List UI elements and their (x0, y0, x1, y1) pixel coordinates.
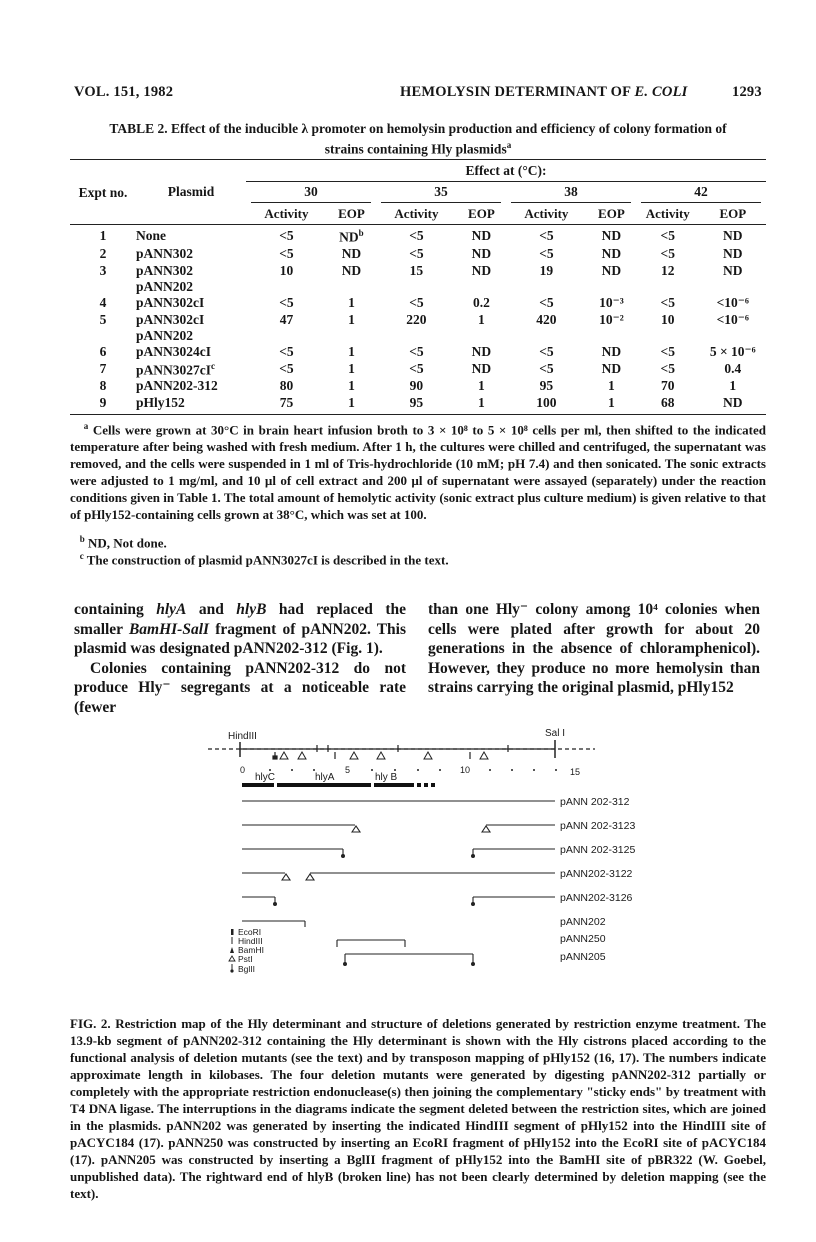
footnote-b-mark: b (358, 228, 364, 238)
psti-site (350, 752, 358, 759)
cell-eop: 1 (348, 378, 355, 393)
cell-eop: ND (700, 395, 766, 415)
table-body (70, 225, 766, 415)
cell-activity: <5 (279, 360, 294, 376)
cell-eop: ND (601, 360, 622, 376)
table-row (70, 361, 766, 379)
psti-site (424, 752, 432, 759)
gene-bar-hlya (277, 783, 371, 787)
cell-eop: 1 (478, 311, 485, 327)
sali-site-label: Sal I (545, 728, 566, 739)
cell-activity: <5 (409, 294, 424, 310)
cell-activity: 10 (661, 311, 675, 327)
cell-activity: <5 (279, 245, 294, 261)
running-header-title (400, 84, 687, 101)
cell-eop: 0.4 (724, 360, 742, 376)
figure-2-caption: FIG. 2. Restriction map of the Hly determinant and structure of deletions generated by restriction enzyme treatment. The 13.9-kb segment of pANN202-312 containing the Hly determinant is shown with the Hly cistrons placed according to the functional analysis of deletion mutants (see the text) and by transposon mapping of pHly152 (16, 17). The numbers indicate approximate length in kilobases. The four deletion mutants were generated by digesting pANN202-312 partially or completely with the appropriate restriction endonuclease(s) then joining the complementary "sticky ends" by treatment with T4 DNA ligase. The interruptions in the diagrams indicate the segment deleted between the restriction sites, which are joined in the plasmids. pANN202 was generated by inserting the indicated HindIII segment of pHly152 into the HindIII site of pACYC184 (17). pANN250 was constructed by inserting an EcoRI fragment of pHly152 into the EcoRI site of pACYC184 (17). pANN205 was constructed by inserting a BglII fragment of pHly152 into the BamHI site of pBR322 (W. Goebel, unpublished data). The rightward end of hlyB (broken line) has not been clearly determined by deletion mapping (see the text). (70, 1016, 766, 1201)
header-expt-no: Expt no. (78, 184, 128, 200)
cell-activity: <5 (279, 228, 294, 243)
construct-label: pANN250 (560, 933, 606, 945)
bamhi-site-head (471, 854, 475, 858)
table-2 (70, 159, 766, 415)
cell-activity: 10 (279, 262, 294, 278)
cell-expt-no: 9 (70, 395, 136, 415)
cell-activity: <5 (409, 343, 424, 359)
body-column-right (428, 600, 760, 698)
table-caption-footnote-mark: a (506, 140, 512, 150)
cell-eop: ND (471, 228, 492, 243)
running-title-species: E. COLI (634, 84, 688, 100)
cell-plasmid-name-2: pANN202 (136, 327, 194, 343)
cell-activity: <5 (539, 245, 554, 261)
bglii-legend-icon-head (230, 969, 233, 972)
gene-label-hlya: hlyA (315, 772, 335, 783)
header-temp-42: 42 (636, 182, 766, 205)
cell-activity: <5 (660, 228, 675, 243)
cell-eop: 1 (348, 294, 355, 310)
cell-eop: <10⁻⁶ (716, 311, 749, 327)
cell-activity: 47 (279, 311, 294, 327)
cell-eop: ND (723, 245, 743, 261)
cell-expt-no: 1 (99, 228, 107, 243)
cell-expt-no: 8 (99, 378, 107, 393)
gene-label-hlyb: hly B (375, 772, 398, 783)
cell-activity: 12 (661, 262, 675, 278)
cell-plasmid (136, 395, 246, 415)
cell-activity: 19 (539, 262, 554, 278)
table-footnote-c (70, 548, 766, 568)
footnote-c-text: The construction of plasmid pANN3027cI is described in the text. (86, 552, 449, 568)
cell-eop: 1 (587, 395, 636, 415)
construct-label: pANN 202-3125 (560, 844, 636, 856)
cell-eop: ND (723, 262, 743, 278)
table-caption-line1: TABLE 2. Effect of the inducible λ promoter on hemolysin production and efficiency of colony formation of (109, 121, 727, 136)
scale-dots (269, 769, 557, 771)
cell-eop: 1 (729, 378, 737, 393)
cell-expt-no: 5 (99, 311, 107, 327)
cell-expt-no: 4 (99, 294, 107, 310)
cell-expt-no: 2 (99, 245, 107, 261)
cell-expt-no: 7 (99, 360, 107, 376)
cell-activity: <5 (279, 343, 294, 359)
header-plasmid: Plasmid (167, 184, 215, 199)
bamhi-site-head (341, 854, 345, 858)
psti-legend-icon (229, 956, 235, 961)
cell-eop: 10⁻² (599, 311, 624, 327)
footnote-a-text: Cells were grown at 30°C in brain heart infusion broth to 3 × 10⁸ to 5 × 10⁸ cells per ml, then shifted to the indicated temperature after being washed with fresh medium. After 1 h, the cultures were chilled and centrifuged, the supernatant was removed, and the cells were suspended in 1 ml of Tris-hydrochloride (10 mM; pH 7.4) and then sonicated. The sonic extracts were adjusted to 1 mg/ml, and 10 µl of cell extract and 200 µl of supernatant were assayed (separately) under the reaction conditions given in Table 1. The total amount of hemolytic activity (sonic extract plus culture medium) is given relative to that of pHly152-containing cells grown at 38°C, which was set at 100. (70, 422, 766, 523)
psti-site (306, 874, 314, 880)
gene-label-hlyc: hlyC (255, 772, 276, 783)
cell-activity: 68 (636, 395, 700, 415)
bamhi-site-head (471, 902, 475, 906)
scale-label: 15 (570, 767, 581, 777)
cell-plasmid (136, 312, 246, 344)
sub-activity: Activity (394, 206, 439, 221)
table-row (70, 378, 766, 395)
cell-activity: <5 (660, 360, 675, 376)
cell-eop: 1 (327, 395, 376, 415)
cell-plasmid (136, 361, 246, 379)
construct-label: pANN202-3122 (560, 868, 633, 880)
psti-site (482, 826, 490, 832)
psti-site (377, 752, 385, 759)
cell-eop: 1 (608, 378, 615, 393)
running-title-text: HEMOLYSIN DETERMINANT OF (400, 84, 631, 100)
cell-activity: <5 (660, 294, 675, 310)
legend-psti: PstI (238, 954, 253, 964)
cell-plasmid (136, 225, 246, 246)
legend-hindiii: HindIII (238, 936, 263, 946)
cell-activity: <5 (660, 245, 675, 261)
cell-expt-no: 6 (99, 343, 107, 359)
footnote-b-text: ND, Not done. (88, 535, 167, 551)
cell-activity: <5 (539, 294, 554, 310)
sub-activity: Activity (264, 206, 309, 221)
psti-site (480, 752, 488, 759)
cell-eop: 1 (348, 360, 355, 376)
cell-plasmid-name: pANN3024cI (136, 343, 212, 359)
cell-eop: 1 (478, 378, 485, 393)
cell-plasmid-name: pANN202-312 (136, 378, 218, 393)
table-row (70, 295, 766, 312)
legend-bglii: BglII (238, 964, 256, 974)
restriction-legend (229, 927, 264, 974)
body-paragraph: containing hlyA and hlyB had replaced the smaller BamHI-SalI fragment of pANN202. This plasmid was designated pANN202-312 (Fig. 1). (74, 601, 406, 657)
cell-eop: 0.2 (472, 294, 490, 310)
table-caption (70, 120, 766, 158)
cell-eop: ND (341, 262, 362, 278)
legend-bamhi: BamHI (238, 945, 264, 955)
construct-label: pANN 202-3123 (560, 820, 636, 832)
body-paragraph: Colonies containing pANN202-312 do not produce Hly⁻ segregants at a noticeable rate (fewer (74, 659, 406, 716)
sub-eop: EOP (598, 206, 625, 221)
cell-eop: ND (471, 360, 492, 376)
cell-plasmid-name: pANN302cI (136, 311, 205, 327)
cell-eop: ND (471, 245, 492, 261)
gene-bar-hlyb (374, 783, 414, 787)
cell-plasmid (136, 246, 246, 263)
cell-eop: ND (601, 245, 622, 261)
cell-eop: ND (471, 343, 492, 359)
psti-site (280, 752, 288, 759)
cell-activity: 420 (536, 311, 557, 327)
cell-plasmid (136, 344, 246, 361)
cell-eop: 5 × 10⁻⁶ (709, 343, 756, 359)
cell-plasmid-name-2: pANN202 (136, 278, 194, 294)
cell-activity: 80 (279, 378, 294, 393)
table-row (70, 344, 766, 361)
figure-2-restriction-map (200, 728, 636, 998)
cell-activity: 90 (409, 378, 424, 393)
running-header-volume: VOL. 151, 1982 (74, 84, 174, 100)
footnote-c-mark: c (211, 360, 216, 371)
cell-eop: 1 (348, 311, 355, 327)
cell-activity: <5 (539, 343, 554, 359)
table-footnote-a (70, 418, 766, 523)
cell-activity: <5 (409, 360, 424, 376)
cell-eop: <10⁻⁶ (716, 294, 749, 310)
table-caption-line2: strains containing Hly plasmids (324, 141, 507, 157)
cell-plasmid (136, 378, 246, 395)
cell-eop: ND (341, 245, 362, 261)
psti-site (282, 874, 290, 880)
cell-activity: 220 (406, 311, 427, 327)
ecori-legend-icon (231, 929, 234, 935)
cell-expt-no: 3 (99, 262, 107, 278)
cell-plasmid (136, 263, 246, 295)
cell-activity: <5 (409, 245, 424, 261)
scale-label: 10 (460, 765, 471, 775)
bamhi-site-head (273, 756, 277, 759)
construct-label: pANN205 (560, 951, 606, 963)
cell-activity: 95 (539, 378, 554, 393)
sub-eop: EOP (338, 206, 365, 221)
footnote-a-mark: a (83, 421, 89, 431)
cell-activity: 75 (246, 395, 327, 415)
cell-activity: 15 (409, 262, 424, 278)
cell-plasmid-name: pHly152 (136, 395, 185, 410)
cell-plasmid-name: None (136, 228, 166, 243)
cell-plasmid-name: pANN3027cI (136, 362, 212, 377)
cell-eop: ND (601, 228, 622, 243)
cell-plasmid (136, 295, 246, 312)
cell-activity: <5 (660, 343, 675, 359)
table-row (70, 246, 766, 263)
header-effect: Effect at (°C): (246, 160, 766, 182)
page-number: 1293 (732, 84, 762, 100)
footnote-b-mark: b (79, 534, 85, 544)
bamhi-site-head (273, 902, 277, 906)
cell-eop: ND (723, 228, 743, 243)
cell-activity: <5 (279, 294, 294, 310)
bglii-site-head (343, 962, 347, 966)
body-column-left (74, 600, 406, 717)
cell-activity: 70 (661, 378, 675, 393)
construct-label: pANN 202-312 (560, 796, 630, 808)
cell-eop: 1 (348, 343, 355, 359)
psti-site (352, 826, 360, 832)
footnote-c-mark: c (79, 551, 84, 561)
table-row (70, 312, 766, 344)
hindiii-site-label: HindIII (228, 731, 257, 742)
cell-plasmid-name: pANN302 (136, 245, 194, 261)
psti-site (298, 752, 306, 759)
sub-eop: EOP (468, 206, 495, 221)
cell-eop: ND (601, 262, 622, 278)
cell-activity: 100 (506, 395, 587, 415)
scale-label: 0 (240, 765, 246, 775)
cell-eop: ND (601, 343, 622, 359)
header-temp-30: 30 (246, 182, 376, 205)
cell-eop: 1 (457, 395, 506, 415)
cell-plasmid-name: pANN302cI (136, 294, 205, 310)
header-temp-38: 38 (506, 182, 636, 205)
legend-ecori: EcoRI (238, 927, 262, 937)
cell-eop: $ND^b$ (339, 228, 364, 245)
gene-bar-hlyb-broken (417, 783, 435, 787)
construct-label: pANN202-3126 (560, 892, 633, 904)
restriction-map-svg (200, 728, 636, 993)
header-temp-35: 35 (376, 182, 506, 205)
scale-label: 5 (345, 765, 351, 775)
sub-eop: EOP (719, 206, 747, 221)
cell-plasmid-name: pANN302 (136, 262, 194, 278)
cell-activity: <5 (539, 228, 554, 243)
sub-activity: Activity (524, 206, 569, 221)
gene-bar-hlyc (242, 783, 274, 787)
cell-eop: ND (471, 262, 492, 278)
body-paragraph: than one Hly⁻ colony among 10⁴ colonies when cells were plated after growth for about 20 generations in the absence of chloramphenicol). However, they produce no more hemolysin than strains carrying the original plasmid, pHly152 (428, 601, 760, 696)
cell-activity: <5 (409, 228, 424, 243)
sub-activity: Activity (645, 206, 690, 221)
table-row (70, 225, 766, 246)
bamhi-legend-icon (230, 947, 234, 953)
cell-activity: <5 (539, 360, 554, 376)
table-row (70, 263, 766, 295)
table-row (70, 395, 766, 415)
bglii-site-head (471, 962, 475, 966)
cell-activity: 95 (376, 395, 457, 415)
construct-label: pANN202 (560, 916, 606, 928)
cell-eop: 10⁻³ (599, 294, 624, 310)
